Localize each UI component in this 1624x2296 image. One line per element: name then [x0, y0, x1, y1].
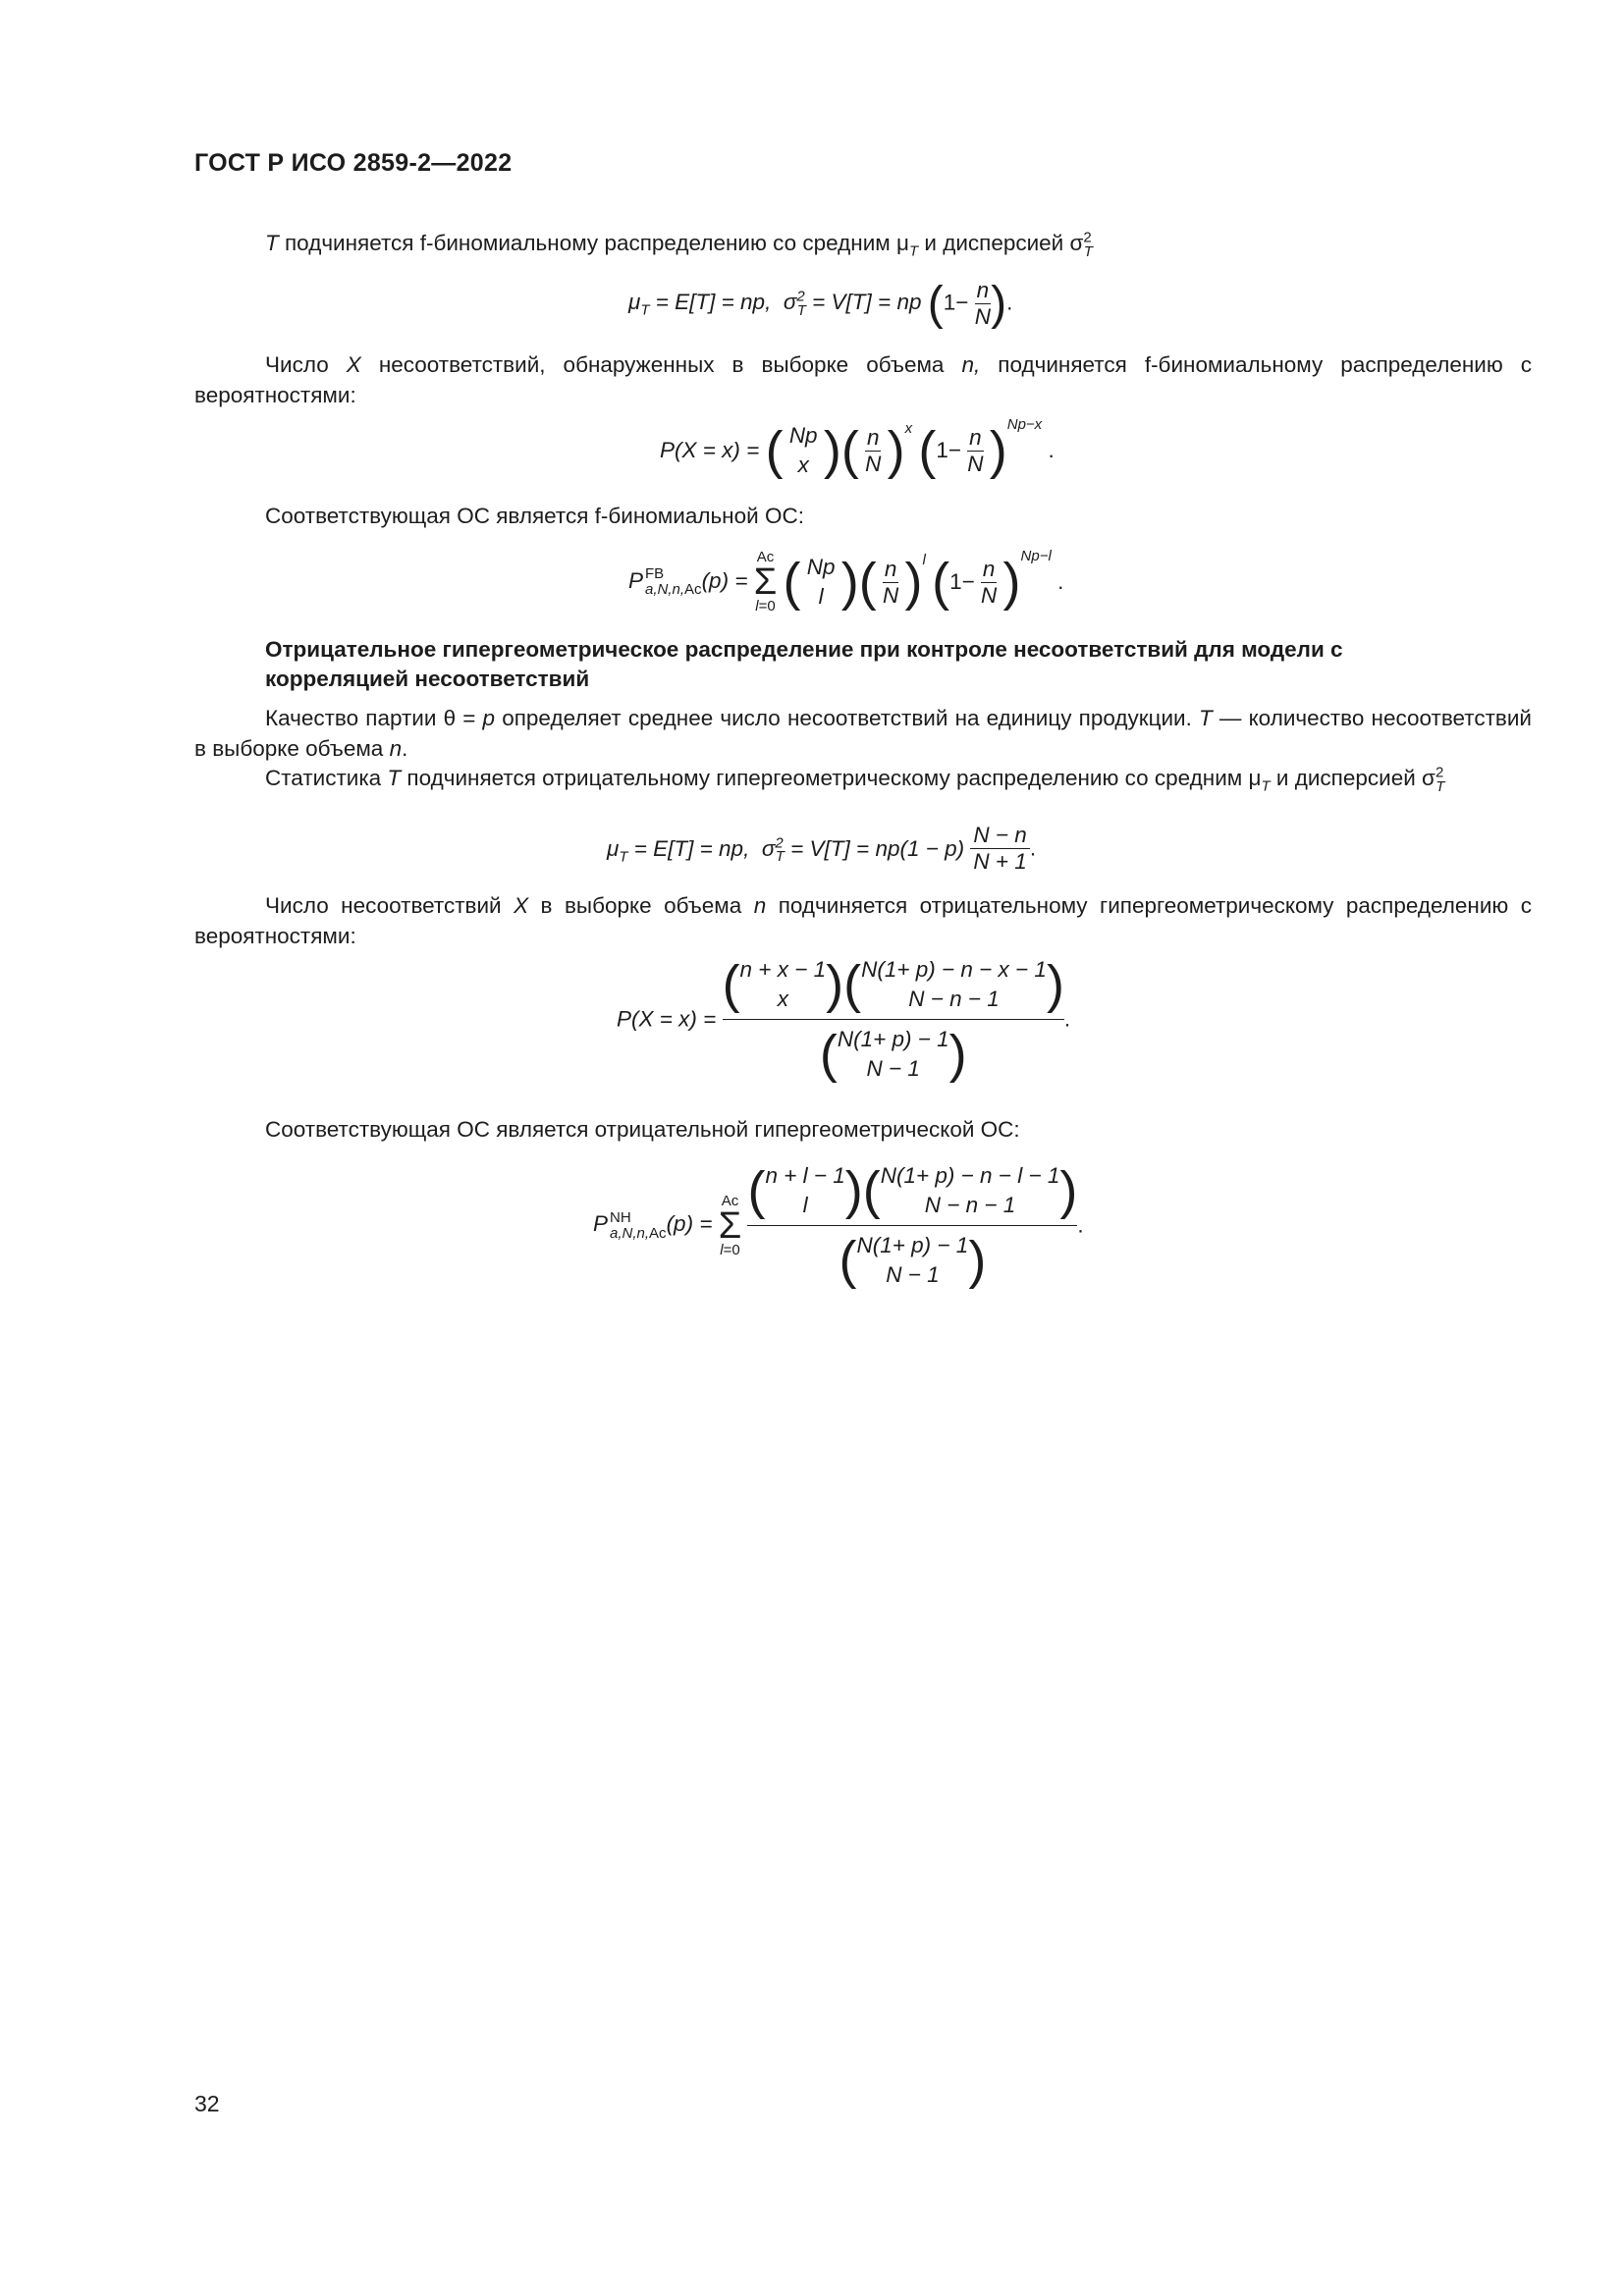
- paragraph-1: T подчиняется f-биномиальному распределению со средним $\mu_T$ и дисперсией $\sigma^2_T$: [265, 229, 1093, 260]
- paragraph-4: Качество партии θ = p определяет среднее число несоответствий на единицу продукции. T — количество несоответствий в выборке объема n.: [194, 706, 1532, 761]
- page-number: 32: [194, 2091, 220, 2116]
- paragraph-7: Соответствующая ОС является отрицательной гипергеометрической ОС:: [265, 1117, 1020, 1142]
- formula-mean-variance-binomial: $\mu_T = E[T]$ = np, $\sigma^2_T = V[T]$ = np (1− $\frac{n}{N}$ ).: [628, 278, 1013, 330]
- formula-oc-neg-hypergeom: P NH a,N,n,Ac (p) = Ac Σ l=0 ( n + l − 1 l )( N(1+ p) − n − l − 1 N − n − 1 ) ( N(1+ p) − 1 N − 1 ) .: [593, 1161, 1084, 1290]
- formula-oc-binomial: P FB a,N,n,Ac (p) = Ac Σ l=0 ( Np l )( $\frac{n}{N}$ )$^l$ (1− $\frac{n}{N}$ )$^{Np-l}$ .: [628, 547, 1064, 614]
- paragraph-3: Соответствующая ОС является f-биномиальной ОС:: [265, 504, 804, 528]
- paragraph-5: Статистика T подчиняется отрицательному гипергеометрическому распределению со средним $\mu_T$ и дисперсией $\sigma^2_T$: [265, 764, 1445, 795]
- formula-pmf-neg-hypergeom: P(X = x) = ( n + x − 1 x )( N(1+ p) − n − x − 1 N − n − 1 ) ( N(1+ p) − 1 N − 1 ) .: [617, 955, 1071, 1084]
- paragraph-2: Число X несоответствий, обнаруженных в выборке объема n, подчиняется f-биномиальному распределению с вероятностями:: [194, 352, 1532, 407]
- formula-mean-variance-neg-hypergeom: $\mu_T = E[T]$ = np, $\sigma^2_T = V[T] = np(1 - p)$ $\frac{N - n}{N + 1}$ .: [607, 823, 1037, 874]
- formula-pmf-binomial: P(X = x) = ( Np x )( $\frac{n}{N}$ )$^x$ (1− $\frac{n}{N}$ )$^{Np-x}$ .: [660, 415, 1055, 480]
- paragraph-6: Число несоответствий X в выборке объема n подчиняется отрицательному гипергеометрическому распределению с вероятностями:: [194, 893, 1532, 948]
- document-header: ГОСТ Р ИСО 2859-2—2022: [194, 149, 513, 177]
- section-heading: Отрицательное гипергеометрическое распределение при контроле несоответствий для модели с корреляцией несоответствий: [265, 637, 1343, 691]
